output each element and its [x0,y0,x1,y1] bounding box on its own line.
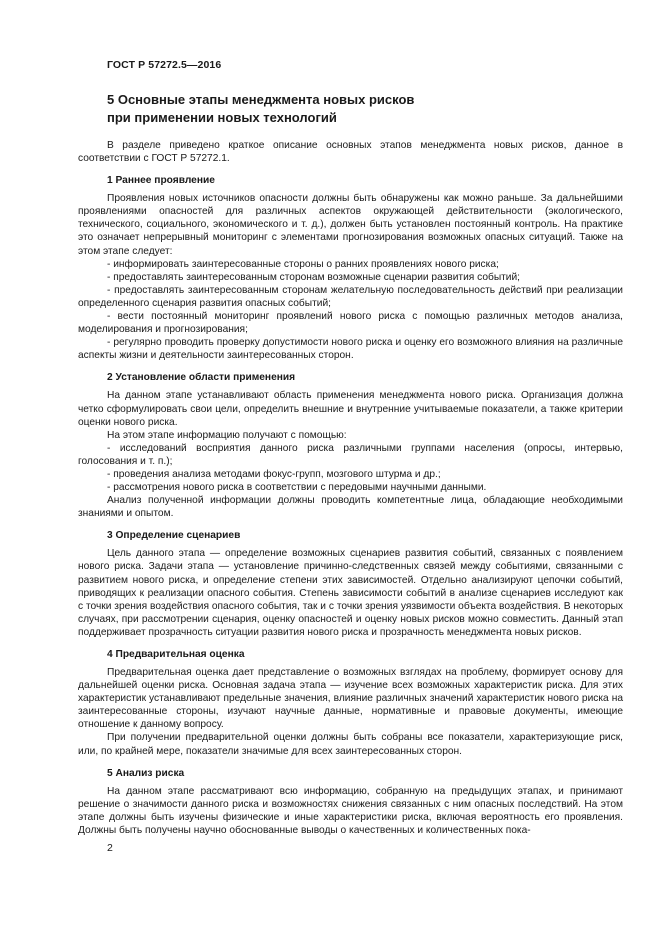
section-title [107,91,623,127]
stage5-paragraph: На данном этапе рассматривают всю информацию, собранную на предыдущих этапах, и принимают решение о значимости данного риска и возможностях снижения связанных с ним опасных последствий. На этом этапе должны быть изучены физические и иные характеристики риска, включая вероятность его проявления. Должны быть получены научно обоснованные выводы о качественных и количественных пока- [78,785,623,836]
page-number: 2 [107,842,113,854]
list-item: - информировать заинтересованные стороны о ранних проявлениях нового риска; [107,258,499,270]
list-item: - регулярно проводить проверку допустимости нового риска и оценку его возможного влияния на различные аспекты жизни и деятельности заинтересованных сторон. [78,337,623,362]
document-body [78,91,623,837]
list-item: - проведения анализа методами фокус-групп, мозгового штурма и др.; [107,468,441,480]
section-intro: В разделе приведено краткое описание основных этапов менеджмента новых рисков, данное в соответствии с ГОСТ Р 57272.1. [78,140,623,165]
stage2-heading: 2 Установление области применения [107,372,296,384]
document-code: ГОСТ Р 57272.5—2016 [107,59,222,71]
stage3-paragraph: Цель данного этапа — определение возможных сценариев развития событий, связанных с появлением нового риска. Задачи этапа — установление причинно-следственных связей между событиями, связанными с развитием нового риска, и определение степени этих зависимостей. Отдельно анализируют цепочки событий, приводящих к реализации опасного события. Степень зависимости событий в анализе сценариев исследуют как с точки зрения воздействия опасного события, так и с точки зрения уязвимости объекта воздействия. В некоторых случаях, при рассмотрении сценария, оценку опасностей и оценку новых рисков можно совместить. Данный этап поддерживает прозрачность ситуации развития нового риска и прозрачность менеджмента новых рисков. [78,548,623,638]
stage4-paragraph: Предварительная оценка дает представление о возможных взглядах на проблему, формирует основу для дальнейшей оценки риска. Основная задача этапа — изучение всех возможных характеристик риска. Для этих характеристик устанавливают предельные значения, влияние различных значений характеристик нового риска на заинтересованные стороны, изучают научные данные, нормативные и правовые документы, имеющие отношение к данному вопросу. [78,667,623,731]
stage4-paragraph: При получении предварительной оценки должны быть собраны все показатели, характеризующие риск, или, по крайней мере, показатели значимые для всех заинтересованных сторон. [78,732,623,757]
list-item: - вести постоянный мониторинг проявлений нового риска с помощью различных методов анализа, моделирования и прогнозирования; [78,311,623,336]
list-item: - предоставлять заинтересованным сторонам возможные сценарии развития событий; [107,271,521,283]
stage1-heading: 1 Раннее проявление [107,175,215,187]
stage5-heading: 5 Анализ риска [107,767,185,779]
section-title-line1: 5 Основные этапы менеджмента новых рисков [107,92,415,107]
section-title-line2: при применении новых технологий [107,110,337,125]
stage1-paragraph: Проявления новых источников опасности должны быть обнаружены как можно раньше. За дальнейшими проявлениями опасностей для различных аспектов окружающей действительности (экологического, технического, социального, экономического и т. д.), должен быть установлен постоянный контроль. На практике это означает непрерывный мониторинг с элементами прогнозирования возможных опасных ситуаций. Также на этом этапе следует: [78,193,623,257]
list-item: - предоставлять заинтересованным сторонам желательную последовательность действий при реализации определенного сценария развития опасных событий; [78,284,623,309]
stage2-paragraph: На данном этапе устанавливают область применения менеджмента нового риска. Организация должна четко сформулировать свои цели, определить внешние и внутренние учитываемые показатели, а также критерии оценки нового риска. [78,390,623,428]
stage4-heading: 4 Предварительная оценка [107,649,245,660]
list-item: - рассмотрения нового риска в соответствии с передовыми научными данными. [107,482,487,494]
stage2-paragraph: Анализ полученной информации должны проводить компетентные лица, обладающие необходимыми знаниями и опытом. [78,495,623,520]
list-item: - исследований восприятия данного риска различными группами населения (опросы, интервью, голосования и т. п.); [78,442,623,467]
stage2-paragraph: На этом этапе информацию получают с помощью: [107,429,347,441]
stage3-heading: 3 Определение сценариев [107,530,241,542]
